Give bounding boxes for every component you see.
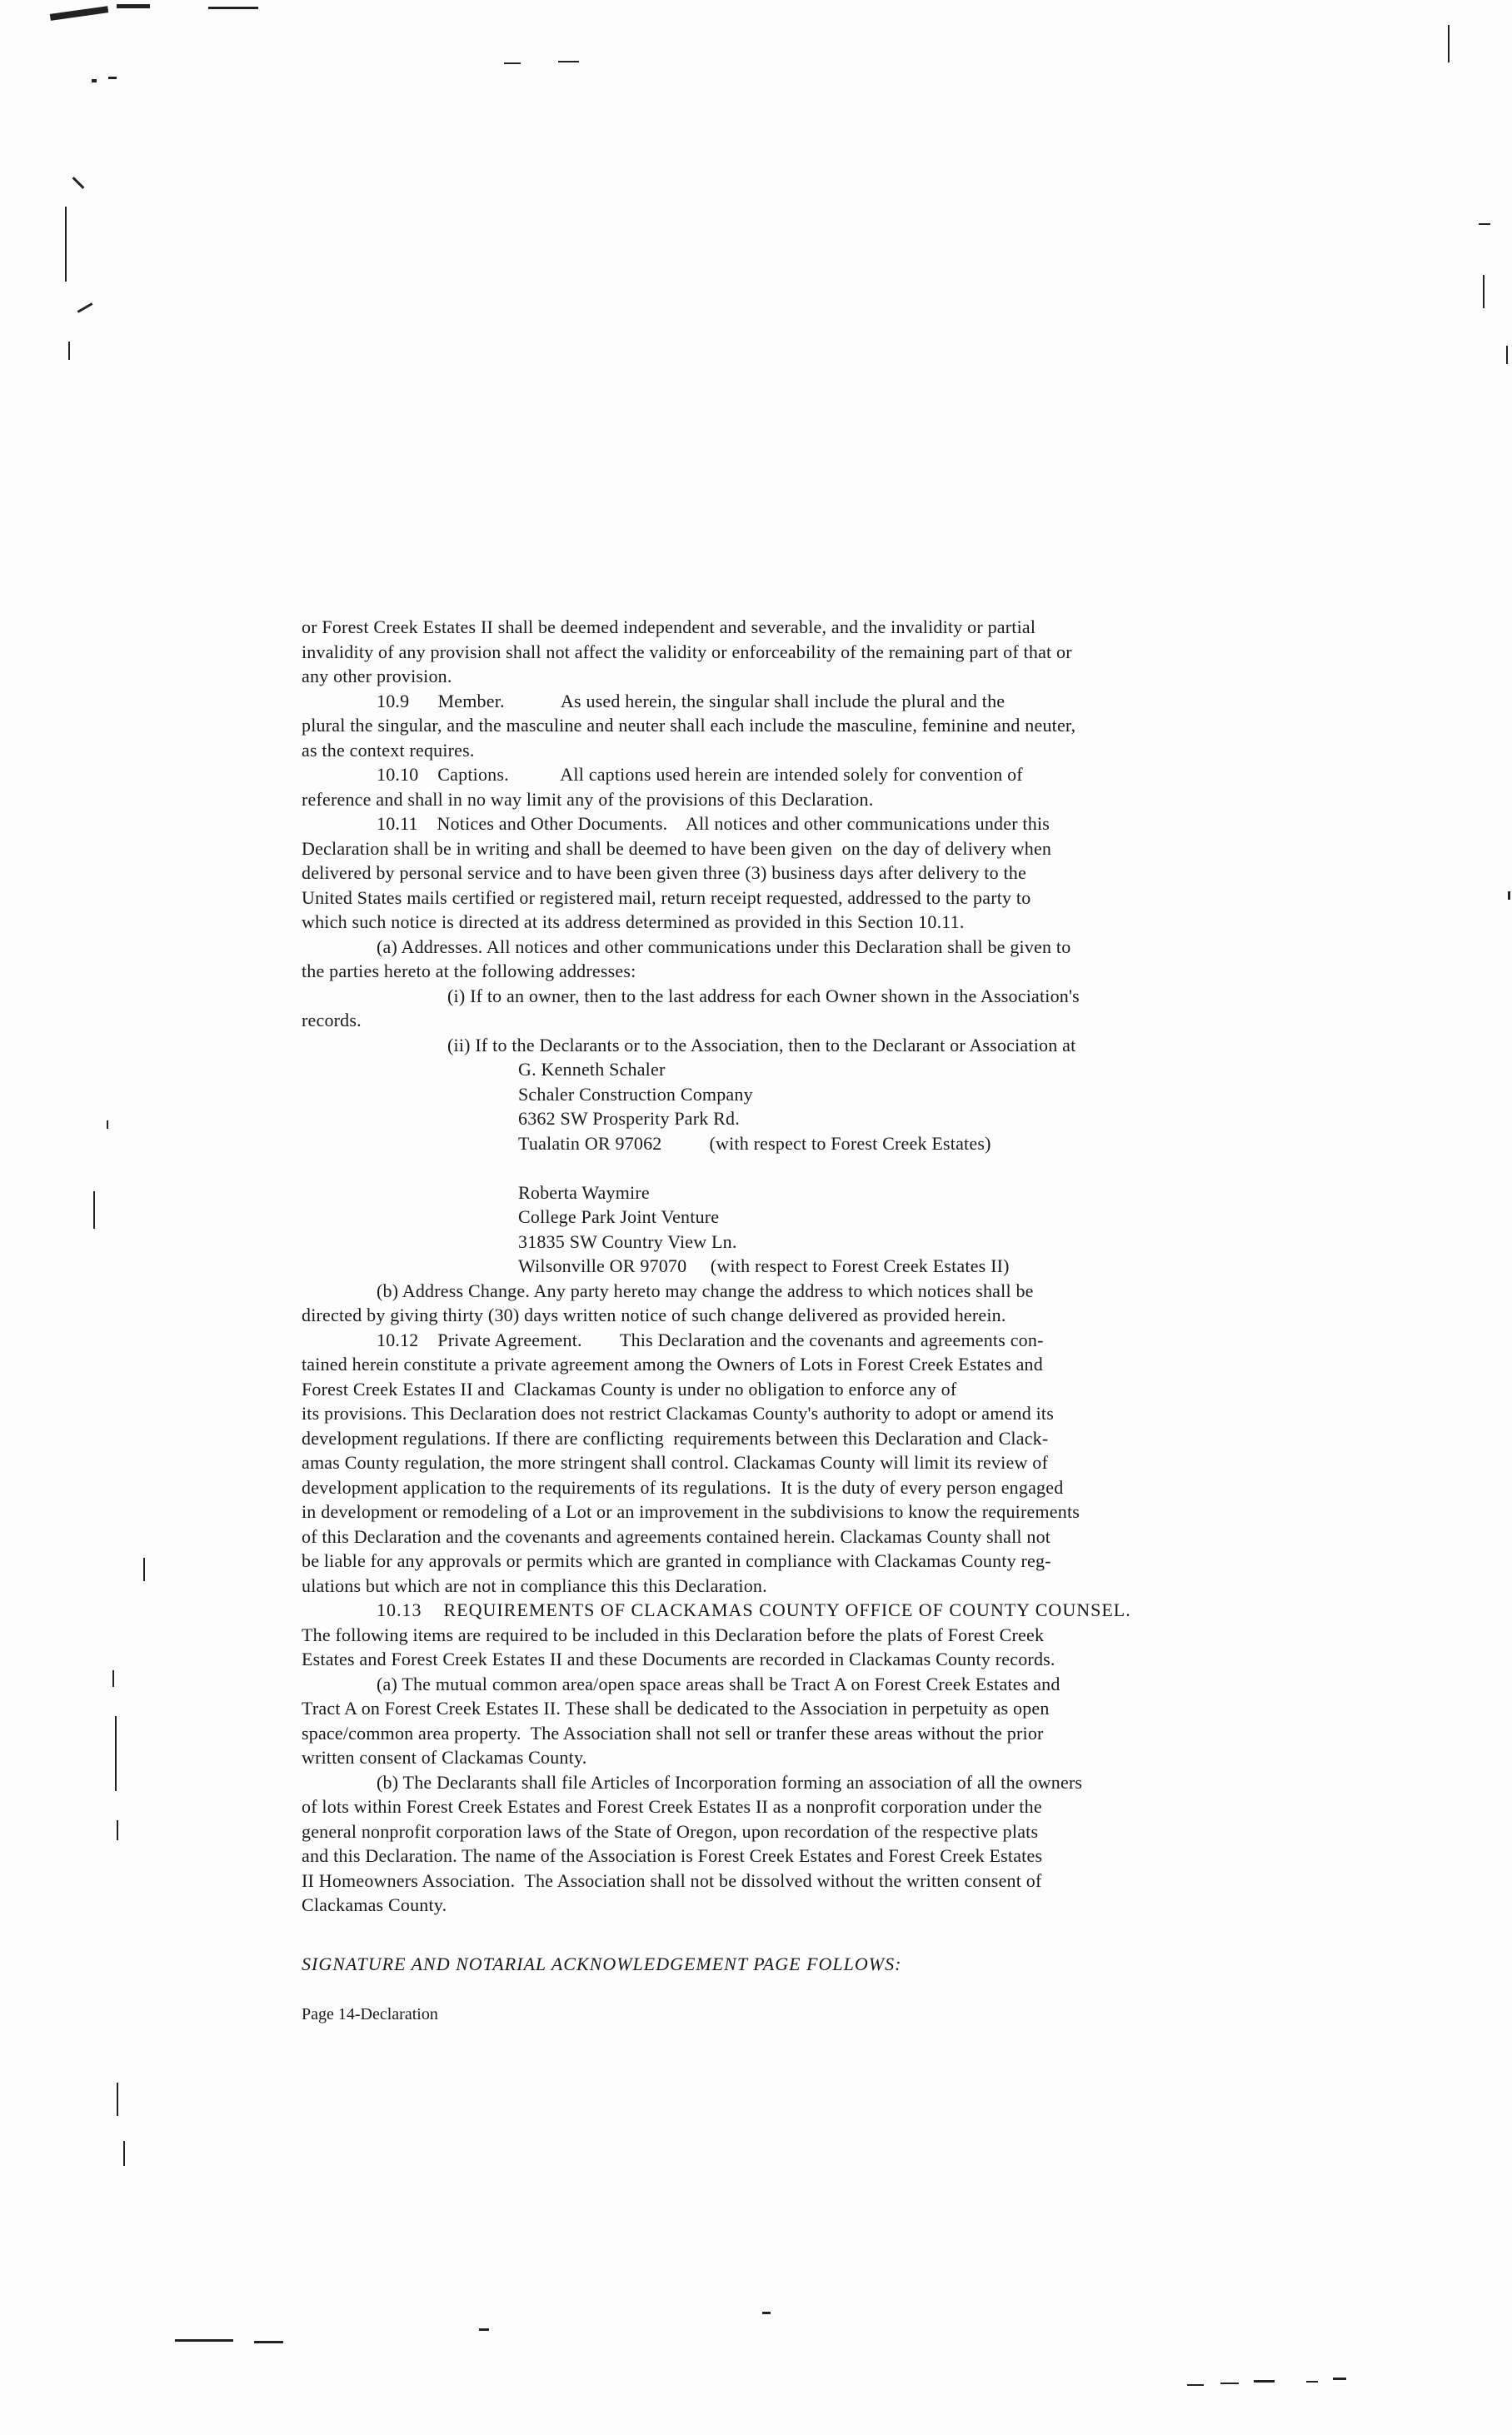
page-number-label: Page 14-Declaration <box>302 2005 438 2023</box>
body-text-line: its provisions. This Declaration does not restrict Clackamas County's authority to adopt or amend its <box>302 1403 1055 1424</box>
body-text-line: Estates and Forest Creek Estates II and these Documents are recorded in Clackamas County records. <box>302 1649 1055 1669</box>
body-text-line: (ii) If to the Declarants or to the Association, then to the Declarant or Association at <box>447 1034 1076 1055</box>
scan-speck <box>504 62 521 64</box>
body-text-line: Declaration shall be in writing and shall be deemed to have been given on the day of delivery when <box>302 837 1052 859</box>
body-text-line: Tualatin OR 97062 (with respect to Forest Creek Estates) <box>518 1132 991 1154</box>
body-text-line <box>302 1155 1201 1180</box>
body-text-line: (a) The mutual common area/open space areas shall be Tract A on Forest Creek Estates and <box>377 1673 1060 1694</box>
body-text-line: ulations but which are not in compliance this this Declaration. <box>302 1574 767 1596</box>
body-text-line: (a) Addresses. All notices and other communications under this Declaration shall be given to <box>377 936 1071 957</box>
scan-mark-top-left-2 <box>117 4 150 8</box>
scan-mark-left-8 <box>112 1670 114 1687</box>
scan-mark-right-5 <box>1508 891 1510 900</box>
body-text-line: development application to the requirements of its regulations. It is the duty of every person engaged <box>302 1476 1064 1498</box>
body-text-line: the parties hereto at the following addresses: <box>302 961 636 981</box>
body-text-line: general nonprofit corporation laws of the State of Oregon, upon recordation of the respective plats <box>302 1820 1039 1842</box>
scan-mark-left-10 <box>117 1820 118 1840</box>
body-text-line: 31835 SW Country View Ln. <box>518 1230 737 1252</box>
scan-mark-bottom-7 <box>1254 2380 1275 2383</box>
body-text-line: United States mails certified or registered mail, return receipt requested, addressed to the party to <box>302 886 1031 908</box>
scan-mark-left-6 <box>93 1191 95 1229</box>
body-text-line: 10.12 Private Agreement. This Declaration and the covenants and agreements con- <box>377 1329 1044 1350</box>
body-text-line: of lots within Forest Creek Estates and Forest Creek Estates II as a nonprofit corporation under the <box>302 1796 1042 1817</box>
scan-mark-left-11 <box>117 2083 118 2116</box>
body-text-line: II Homeowners Association. The Association shall not be dissolved without the written consent of <box>302 1869 1042 1891</box>
body-text-line: Clackamas County. <box>302 1894 447 1915</box>
body-text-line: any other provision. <box>302 666 452 686</box>
body-text-line: Schaler Construction Company <box>518 1083 753 1105</box>
body-text-line: records. <box>302 1010 362 1030</box>
body-text-line: tained herein constitute a private agreement among the Owners of Lots in Forest Creek Estates and <box>302 1354 1043 1375</box>
body-text-line: amas County regulation, the more stringent shall control. Clackamas County will limit its review of <box>302 1452 1048 1473</box>
body-text-line: as the context requires. <box>302 739 475 761</box>
scan-speck <box>92 79 97 82</box>
scan-mark-right-2 <box>1479 223 1490 225</box>
body-text-line: development regulations. If there are conflicting requirements between this Declaration and Clack- <box>302 1427 1049 1449</box>
body-text-line: 10.10 Captions. All captions used herein are intended solely for convention of <box>377 764 1023 785</box>
scan-mark-bottom-5 <box>1187 2384 1204 2386</box>
body-text-line: College Park Joint Venture <box>518 1206 720 1227</box>
scan-speck <box>108 77 117 79</box>
body-text-line: 10.9 Member. As used herein, the singular shall include the plural and the <box>377 690 1006 711</box>
scan-mark-right-1 <box>1448 25 1450 62</box>
body-text-line: in development or remodeling of a Lot or an improvement in the subdivisions to know the requirements <box>302 1501 1080 1522</box>
body-text-line: Tract A on Forest Creek Estates II. These shall be dedicated to the Association in perpetuity as open <box>302 1698 1050 1719</box>
scan-mark-left-1 <box>72 177 85 189</box>
signature-page-note: SIGNATURE AND NOTARIAL ACKNOWLEDGEMENT PAGE FOLLOWS: <box>302 1953 902 1974</box>
body-text-line: and this Declaration. The name of the Association is Forest Creek Estates and Forest Creek Estates <box>302 1845 1043 1866</box>
body-text-line: reference and shall in no way limit any of the provisions of this Declaration. <box>302 788 874 810</box>
body-text-line: 6362 SW Prosperity Park Rd. <box>518 1108 740 1129</box>
scan-speck <box>558 61 579 62</box>
body-text-line: Roberta Waymire <box>518 1181 650 1203</box>
body-text-line: be liable for any approvals or permits which are granted in compliance with Clackamas County reg- <box>302 1550 1051 1571</box>
body-text-line: (b) Address Change. Any party hereto may change the address to which notices shall be <box>377 1280 1034 1301</box>
body-text-line: which such notice is directed at its address determined as provided in this Section 10.11. <box>302 911 965 932</box>
scan-mark-right-4 <box>1506 346 1508 364</box>
scan-mark-bottom-1 <box>175 2339 233 2342</box>
body-text-line: (b) The Declarants shall file Articles of Incorporation forming an association of all the owners <box>377 1771 1083 1793</box>
scan-mark-right-3 <box>1483 275 1485 308</box>
scan-mark-bottom-2 <box>254 2341 283 2343</box>
body-text-line: 10.11 Notices and Other Documents. All notices and other communications under this <box>377 813 1050 834</box>
body-text-line: delivered by personal service and to have been given three (3) business days after delivery to the <box>302 862 1026 883</box>
scan-mark-top-left <box>50 6 108 21</box>
body-text-line: or Forest Creek Estates II shall be deemed independent and severable, and the invalidity or partial <box>302 616 1036 637</box>
scan-mark-left-7 <box>143 1558 145 1581</box>
body-text-line: of this Declaration and the covenants and agreements contained herein. Clackamas County shall not <box>302 1525 1051 1547</box>
scan-mark-left-3 <box>77 302 93 313</box>
body-text-line: (i) If to an owner, then to the last address for each Owner shown in the Association's <box>447 985 1080 1006</box>
scan-mark-left-2 <box>65 207 67 282</box>
scan-mark-left-4 <box>68 342 70 360</box>
body-text-line: space/common area property. The Association shall not sell or tranfer these areas without the prior <box>302 1722 1044 1744</box>
section-heading-line: 10.13 REQUIREMENTS OF CLACKAMAS COUNTY OFFICE OF COUNTY COUNSEL. <box>377 1599 1131 1620</box>
scan-mark-bottom-4 <box>762 2312 771 2314</box>
scan-mark-bottom-8 <box>1306 2381 1318 2383</box>
body-text-line: directed by giving thirty (30) days written notice of such change delivered as provided herein. <box>302 1305 1006 1325</box>
body-text-line: G. Kenneth Schaler <box>518 1059 666 1080</box>
body-text-line: Forest Creek Estates II and Clackamas County is under no obligation to enforce any of <box>302 1378 957 1400</box>
scan-mark-bottom-3 <box>479 2328 489 2331</box>
body-text-line: The following items are required to be included in this Declaration before the plats of Forest Creek <box>302 1624 1045 1645</box>
scan-mark-left-12 <box>123 2141 125 2166</box>
scan-mark-left-5 <box>107 1120 108 1129</box>
scan-mark-bottom-9 <box>1333 2378 1346 2380</box>
scan-mark-top-left-3 <box>208 7 258 9</box>
body-text-line: invalidity of any provision shall not affect the validity or enforceability of the remaining part of that or <box>302 641 1072 662</box>
body-text-line: written consent of Clackamas County. <box>302 1747 587 1768</box>
body-text-line: plural the singular, and the masculine and neuter shall each include the masculine, feminine and neuter, <box>302 715 1076 736</box>
scan-mark-bottom-6 <box>1220 2383 1239 2384</box>
declaration-body-text <box>302 615 1201 1918</box>
body-text-line: Wilsonville OR 97070 (with respect to Forest Creek Estates II) <box>518 1255 1010 1276</box>
scan-mark-left-9 <box>115 1716 117 1791</box>
